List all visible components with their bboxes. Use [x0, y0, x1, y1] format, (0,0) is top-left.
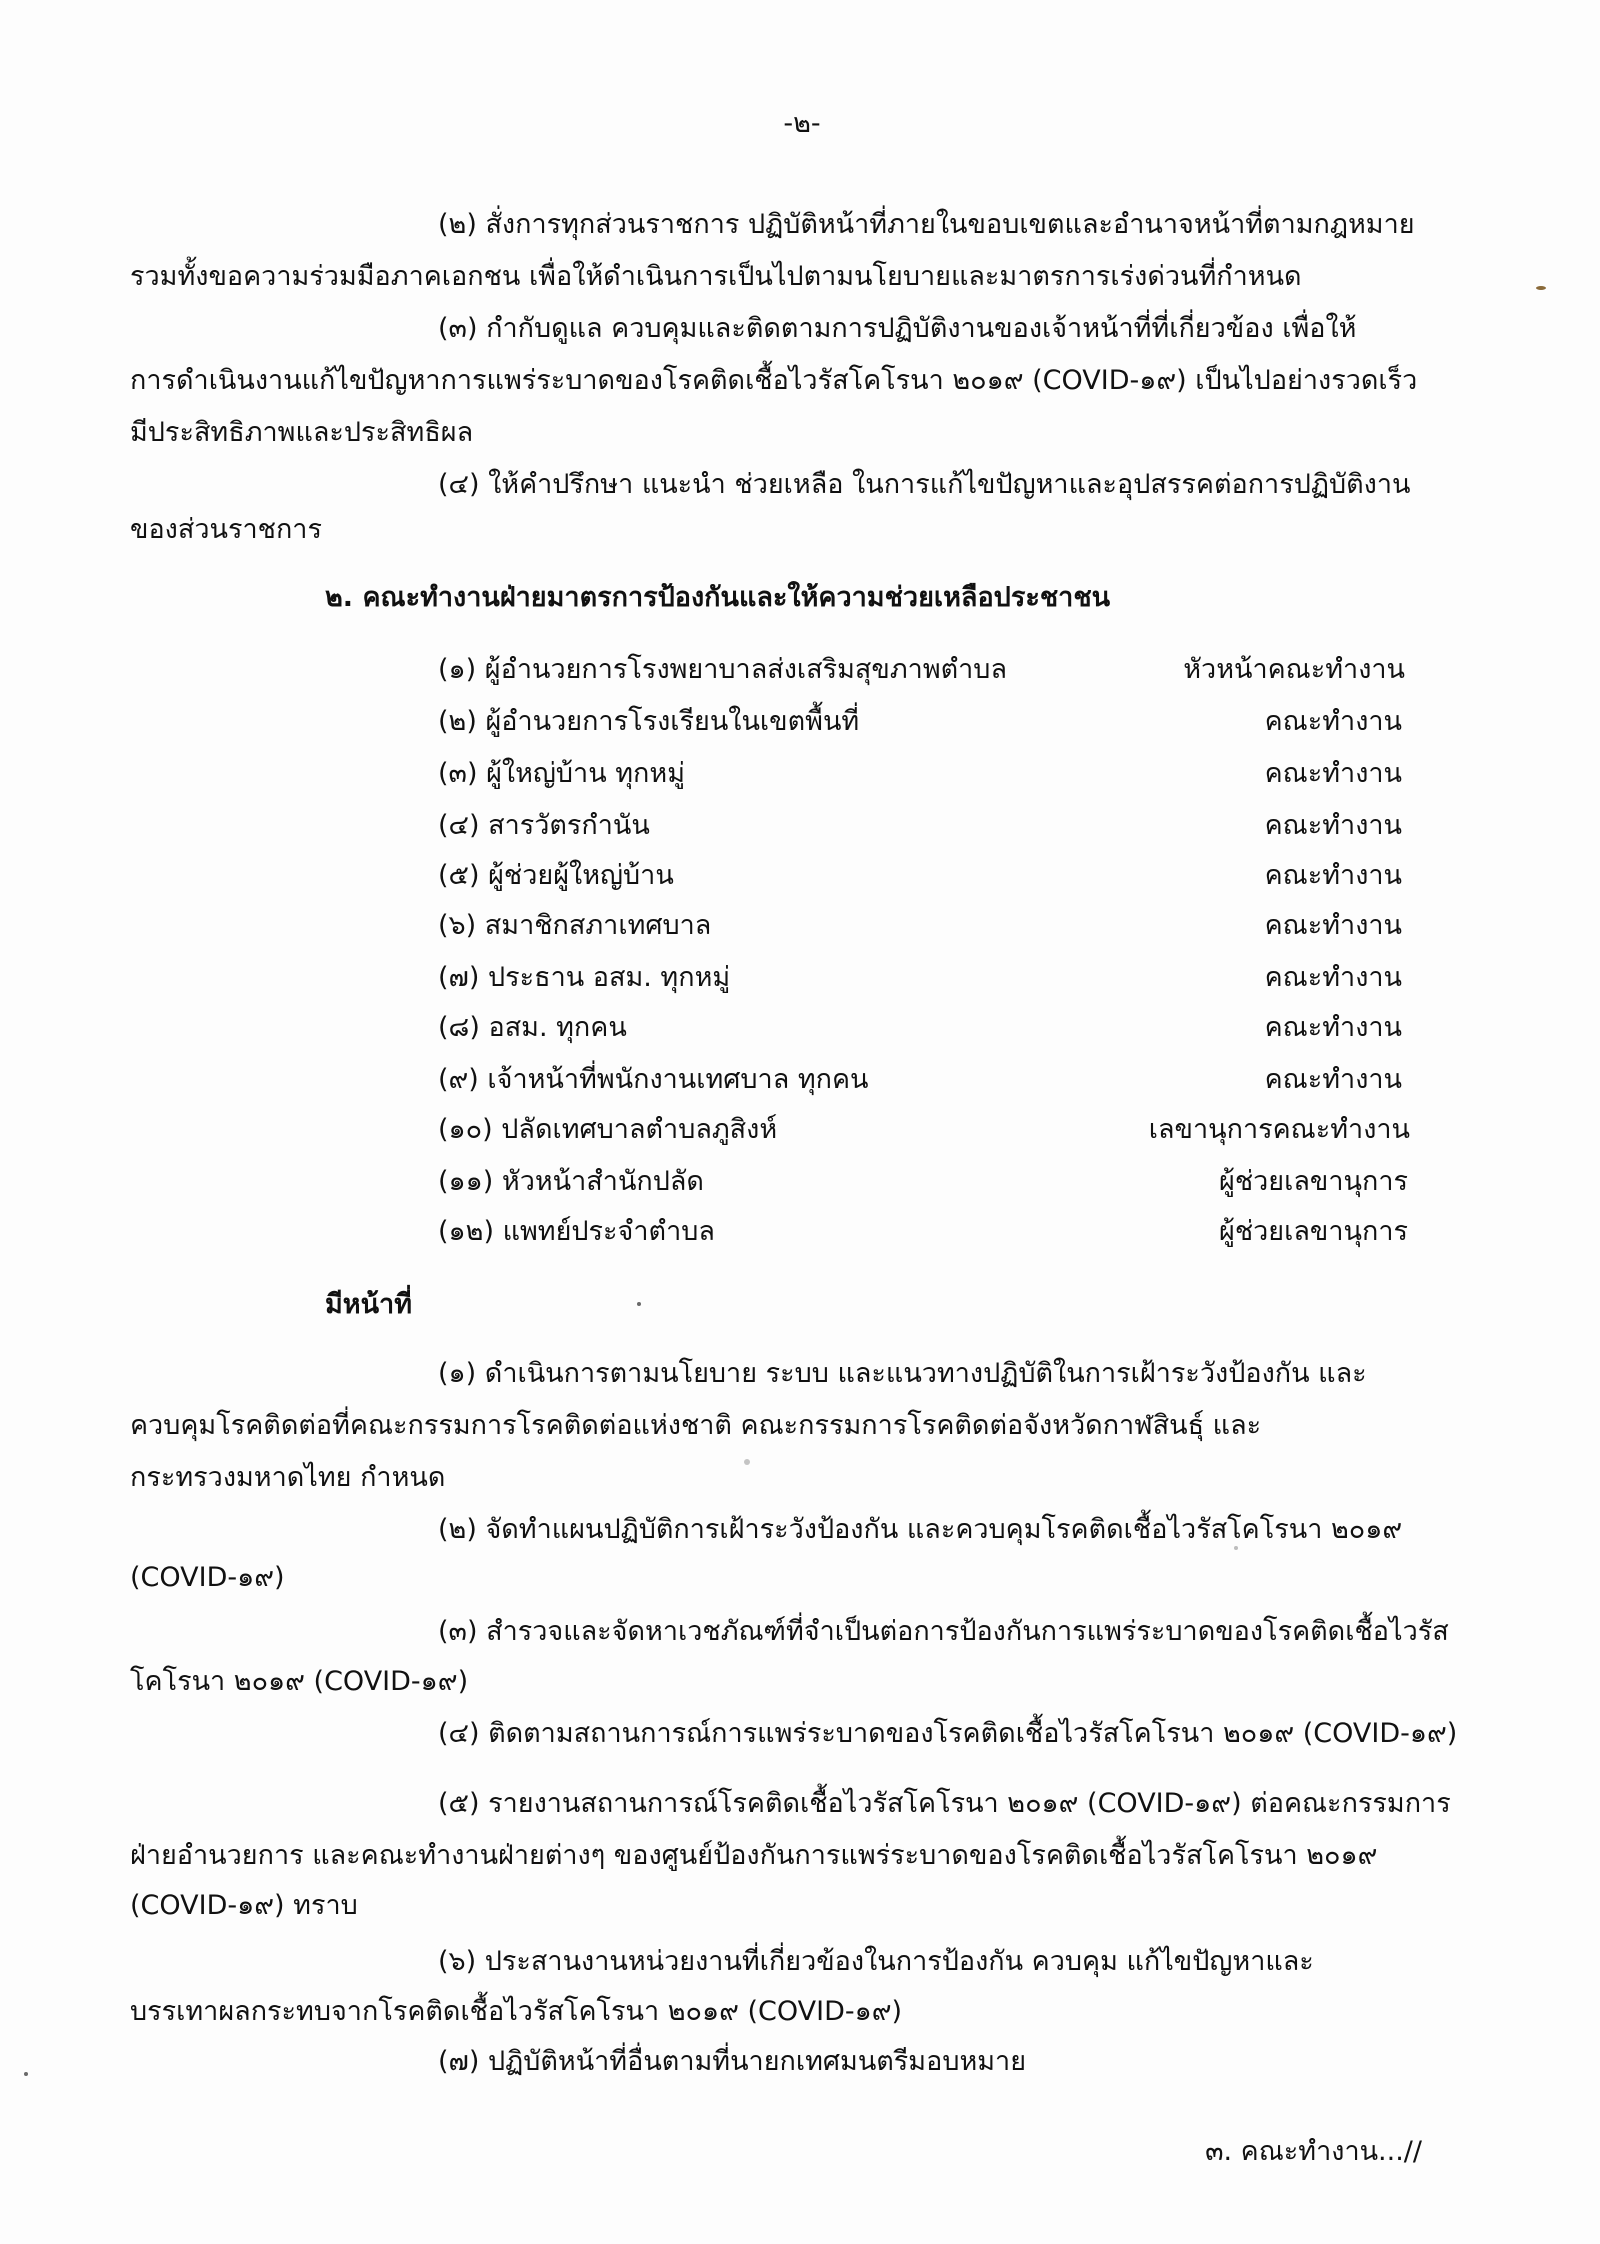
member-role: คณะทำงาน	[1264, 706, 1402, 737]
section1-duty-line: (๔) ให้คำปรึกษา แนะนำ ช่วยเหลือ ในการแก้ไขปัญหาและอุปสรรคต่อการปฏิบัติงาน	[438, 469, 1411, 500]
member-role: คณะทำงาน	[1264, 810, 1402, 841]
page-number: -๒-	[783, 108, 821, 139]
duty-line: (๒) จัดทำแผนปฏิบัติการเฝ้าระวังป้องกัน และควบคุมโรคติดเชื้อไวรัสโคโรนา ๒๐๑๙	[438, 1514, 1403, 1545]
continuation-marker: ๓. คณะทำงาน...//	[1205, 2136, 1422, 2167]
duty-line: (๔) ติดตามสถานการณ์การแพร่ระบาดของโรคติดเชื้อไวรัสโคโรนา ๒๐๑๙ (COVID-๑๙)	[438, 1718, 1458, 1749]
scan-speck	[1536, 286, 1546, 290]
duty-line: (๕) รายงานสถานการณ์โรคติดเชื้อไวรัสโคโรนา ๒๐๑๙ (COVID-๑๙) ต่อคณะกรรมการ	[438, 1788, 1451, 1819]
member-role: คณะทำงาน	[1264, 962, 1402, 993]
member-name: (๑๐) ปลัดเทศบาลตำบลภูสิงห์	[438, 1114, 778, 1145]
member-role: คณะทำงาน	[1264, 1064, 1402, 1095]
member-name: (๔) สารวัตรกำนัน	[438, 810, 650, 841]
member-name: (๕) ผู้ช่วยผู้ใหญ่บ้าน	[438, 860, 674, 891]
duties-heading: มีหน้าที่	[325, 1289, 413, 1320]
member-role: คณะทำงาน	[1264, 910, 1402, 941]
member-name: (๗) ประธาน อสม. ทุกหมู่	[438, 962, 731, 993]
member-name: (๓) ผู้ใหญ่บ้าน ทุกหมู่	[438, 758, 685, 789]
section1-duty-line: (๒) สั่งการทุกส่วนราชการ ปฏิบัติหน้าที่ภายในขอบเขตและอำนาจหน้าที่ตามกฎหมาย	[438, 209, 1415, 240]
duty-line: โคโรนา ๒๐๑๙ (COVID-๑๙)	[130, 1666, 469, 1697]
member-role: คณะทำงาน	[1264, 1012, 1402, 1043]
duty-line: ฝ่ายอำนวยการ และคณะทำงานฝ่ายต่างๆ ของศูนย์ป้องกันการแพร่ระบาดของโรคติดเชื้อไวรัสโคโรนา ๒๐๑๙	[130, 1840, 1378, 1871]
duty-line: (COVID-๑๙) ทราบ	[130, 1890, 358, 1921]
section1-duty-line: การดำเนินงานแก้ไขปัญหาการแพร่ระบาดของโรคติดเชื้อไวรัสโคโรนา ๒๐๑๙ (COVID-๑๙) เป็นไปอย่างรวดเร็ว	[130, 365, 1418, 396]
scan-speck	[637, 1302, 641, 1306]
section1-duty-line: ของส่วนราชการ	[130, 514, 322, 545]
duty-line: (๑) ดำเนินการตามนโยบาย ระบบ และแนวทางปฏิบัติในการเฝ้าระวังป้องกัน และ	[438, 1358, 1367, 1389]
member-role: ผู้ช่วยเลขานุการ	[1219, 1216, 1408, 1247]
member-name: (๖) สมาชิกสภาเทศบาล	[438, 910, 712, 941]
duty-line: (๖) ประสานงานหน่วยงานที่เกี่ยวข้องในการป้องกัน ควบคุม แก้ไขปัญหาและ	[438, 1946, 1314, 1977]
member-name: (๑) ผู้อำนวยการโรงพยาบาลส่งเสริมสุขภาพตำบล	[438, 654, 1007, 685]
section1-duty-line: มีประสิทธิภาพและประสิทธิผล	[130, 417, 474, 448]
member-name: (๑๑) หัวหน้าสำนักปลัด	[438, 1166, 704, 1197]
duty-line: บรรเทาผลกระทบจากโรคติดเชื้อไวรัสโคโรนา ๒๐๑๙ (COVID-๑๙)	[130, 1996, 903, 2027]
section1-duty-line: (๓) กำกับดูแล ควบคุมและติดตามการปฏิบัติงานของเจ้าหน้าที่ที่เกี่ยวข้อง เพื่อให้	[438, 313, 1357, 344]
duty-line: กระทรวงมหาดไทย กำหนด	[130, 1462, 446, 1493]
member-role: ผู้ช่วยเลขานุการ	[1219, 1166, 1408, 1197]
duty-line: (COVID-๑๙)	[130, 1562, 285, 1593]
duty-line: (๓) สำรวจและจัดหาเวชภัณฑ์ที่จำเป็นต่อการป้องกันการแพร่ระบาดของโรคติดเชื้อไวรัส	[438, 1616, 1449, 1647]
scan-speck	[24, 2072, 28, 2076]
duty-line: ควบคุมโรคติดต่อที่คณะกรรมการโรคติดต่อแห่งชาติ คณะกรรมการโรคติดต่อจังหวัดกาฬสินธุ์ และ	[130, 1410, 1262, 1441]
duty-line: (๗) ปฏิบัติหน้าที่อื่นตามที่นายกเทศมนตรีมอบหมาย	[438, 2046, 1027, 2077]
member-name: (๙) เจ้าหน้าที่พนักงานเทศบาล ทุกคน	[438, 1064, 869, 1095]
section1-duty-line: รวมทั้งขอความร่วมมือภาคเอกชน เพื่อให้ดำเนินการเป็นไปตามนโยบายและมาตรการเร่งด่วนที่กำหนด	[130, 261, 1302, 292]
member-name: (๘) อสม. ทุกคน	[438, 1012, 627, 1043]
member-role: หัวหน้าคณะทำงาน	[1183, 654, 1405, 685]
member-name: (๑๒) แพทย์ประจำตำบล	[438, 1216, 715, 1247]
member-role: คณะทำงาน	[1264, 758, 1402, 789]
scan-speck	[1234, 1546, 1238, 1550]
scan-speck	[744, 1459, 750, 1465]
member-role: เลขานุการคณะทำงาน	[1148, 1114, 1410, 1145]
section2-heading: ๒. คณะทำงานฝ่ายมาตรการป้องกันและให้ความช่วยเหลือประชาชน	[325, 582, 1111, 613]
member-role: คณะทำงาน	[1264, 860, 1402, 891]
member-name: (๒) ผู้อำนวยการโรงเรียนในเขตพื้นที่	[438, 706, 860, 737]
